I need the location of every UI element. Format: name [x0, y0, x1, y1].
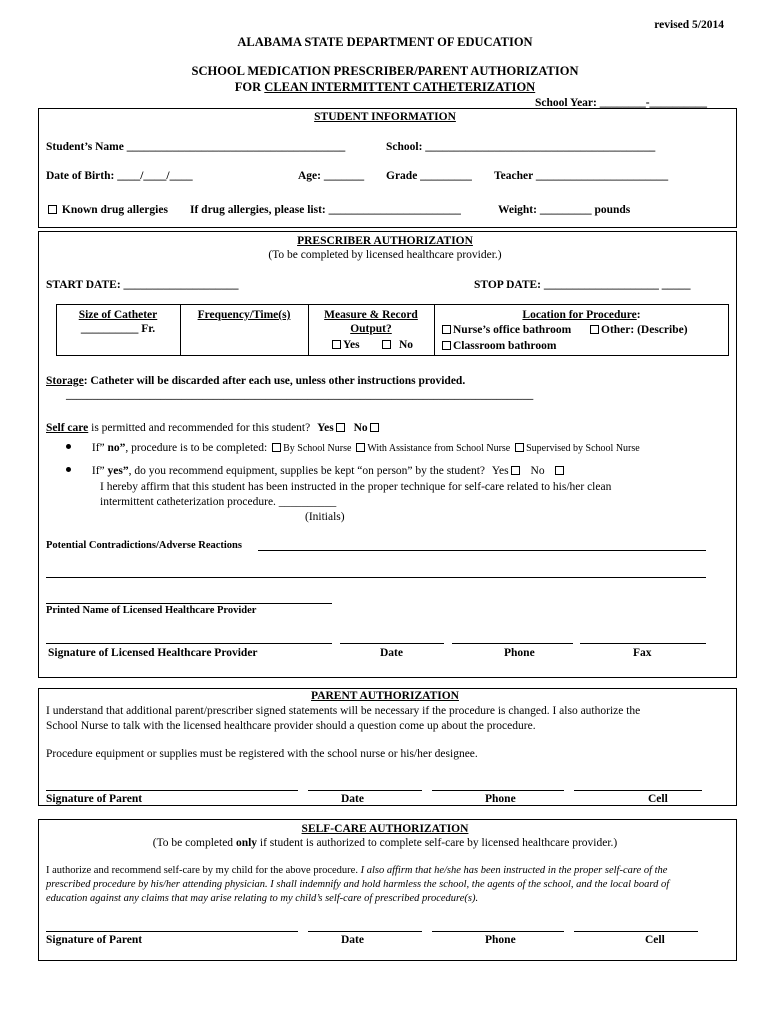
stop-date-field[interactable]: STOP DATE: ____________________ _____ — [474, 279, 691, 291]
supervised-checkbox[interactable] — [515, 443, 524, 452]
provider-date-label: Date — [380, 647, 403, 659]
parent-phone-line[interactable] — [432, 790, 564, 791]
provider-signature-label: Signature of Licensed Healthcare Provider — [48, 647, 258, 659]
allergies-checkbox[interactable] — [48, 205, 57, 214]
form-subtitle: FOR CLEAN INTERMITTENT CATHETERIZATION — [234, 80, 536, 94]
prescriber-subheading: (To be completed by licensed healthcare provider.) — [268, 249, 502, 261]
self-care-phone-label: Phone — [485, 934, 516, 946]
by-nurse-checkbox[interactable] — [272, 443, 281, 452]
provider-fax-line[interactable] — [580, 643, 706, 644]
if-yes-row: If” yes”, do you recommend equipment, supplies be kept “on person” by the student? Yes No — [66, 464, 566, 478]
storage-instructions-line[interactable]: _________________________________________________________________________________________ — [66, 390, 534, 401]
parent-signature-label: Signature of Parent — [46, 793, 143, 805]
contraindications-label: Potential Contradictions/Adverse Reactions — [46, 540, 242, 551]
bullet-icon — [66, 467, 71, 472]
self-care-cell-label: Cell — [645, 934, 665, 946]
parent-date-line[interactable] — [308, 790, 422, 791]
provider-phone-label: Phone — [504, 647, 535, 659]
with-assistance-checkbox[interactable] — [356, 443, 365, 452]
parent-cell-label: Cell — [648, 793, 668, 805]
dob-field[interactable]: Date of Birth: ____/____/____ — [46, 170, 193, 182]
teacher-field[interactable]: Teacher _______________________ — [494, 170, 669, 182]
measure-header-1: Measure & Record — [324, 309, 418, 321]
size-catheter-header: Size of Catheter — [78, 309, 158, 321]
parent-date-label: Date — [341, 793, 364, 805]
self-care-signature-label: Signature of Parent — [46, 934, 143, 946]
affirm-line-2[interactable]: intermittent catheterization procedure. __________ — [100, 496, 337, 508]
printed-name-label: Printed Name of Licensed Healthcare Provider — [46, 605, 257, 616]
if-no-row: If” no”, procedure is to be completed: By School Nurse With Assistance from School Nurse Supervised by School Nurse — [66, 441, 640, 456]
self-care-no-checkbox[interactable] — [370, 423, 379, 432]
parent-text-line-3: Procedure equipment or supplies must be registered with the school nurse or his/her designee. — [46, 748, 478, 760]
allergies-list-field[interactable]: If drug allergies, please list: _______________________ — [190, 204, 461, 216]
provider-fax-label: Fax — [633, 647, 652, 659]
checkbox[interactable] — [442, 341, 451, 350]
parent-phone-label: Phone — [485, 793, 516, 805]
revised-date: revised 5/2014 — [654, 19, 724, 31]
allergies-row: Known drug allergies — [46, 203, 168, 217]
school-year-field[interactable]: School Year: ________-__________ — [535, 97, 708, 109]
student-name-field[interactable]: Student’s Name ______________________________________ — [46, 141, 346, 153]
checkbox[interactable] — [590, 325, 599, 334]
parent-text-line-1: I understand that additional parent/prescriber signed statements will be necessary if the procedure is changed. I also authorize the — [46, 705, 641, 717]
self-care-text-line-1: I authorize and recommend self-care by my child for the above procedure. I also affirm that he/she has been instructed in the proper self-care of the — [46, 865, 668, 876]
checkbox[interactable] — [332, 340, 341, 349]
weight-field[interactable]: Weight: _________ pounds — [498, 204, 631, 216]
on-person-yes-checkbox[interactable] — [511, 466, 520, 475]
storage-statement: Storage: Catheter will be discarded after each use, unless other instructions provided. — [46, 375, 466, 387]
checkbox[interactable] — [382, 340, 391, 349]
provider-date-line[interactable] — [340, 643, 444, 644]
self-care-text-line-3: education against any claims that may arise relating to my child’s self-care of prescribed procedure(s). — [46, 893, 479, 904]
parent-heading: PARENT AUTHORIZATION — [311, 690, 459, 702]
frequency-header: Frequency/Time(s) — [197, 309, 291, 321]
self-care-yes-checkbox[interactable] — [336, 423, 345, 432]
self-care-cell-line[interactable] — [574, 931, 698, 932]
grade-field[interactable]: Grade _________ — [386, 170, 472, 182]
contraindications-line-1[interactable] — [258, 550, 706, 551]
student-info-heading: STUDENT INFORMATION — [314, 111, 456, 123]
size-catheter-field[interactable]: __________ Fr. — [80, 323, 156, 335]
self-care-signature-line[interactable] — [46, 931, 298, 932]
location-nurse-option[interactable]: Nurse’s office bathroom — [440, 323, 571, 337]
location-header: Location for Procedure: — [522, 309, 641, 321]
self-care-phone-line[interactable] — [432, 931, 564, 932]
bullet-icon — [66, 444, 71, 449]
provider-signature-line[interactable] — [46, 643, 332, 644]
age-field[interactable]: Age: _______ — [298, 170, 365, 182]
form-title: SCHOOL MEDICATION PRESCRIBER/PARENT AUTHORIZATION — [191, 64, 579, 78]
self-care-date-label: Date — [341, 934, 364, 946]
contraindications-line-2[interactable] — [46, 577, 706, 578]
department-title: ALABAMA STATE DEPARTMENT OF EDUCATION — [237, 35, 533, 49]
parent-text-line-2: School Nurse to talk with the licensed healthcare provider should a question come up about the procedure. — [46, 720, 536, 732]
location-other-option[interactable]: Other: (Describe) — [588, 323, 688, 337]
initials-label: (Initials) — [305, 511, 345, 523]
parent-signature-line[interactable] — [46, 790, 298, 791]
location-classroom-option[interactable]: Classroom bathroom — [440, 339, 556, 353]
self-care-subheading: (To be completed only if student is authorized to complete self-care by licensed healthcare provider.) — [152, 837, 618, 849]
provider-phone-line[interactable] — [452, 643, 573, 644]
start-date-field[interactable]: START DATE: ____________________ — [46, 279, 239, 291]
parent-cell-line[interactable] — [574, 790, 702, 791]
checkbox[interactable] — [442, 325, 451, 334]
self-care-question: Self care is permitted and recommended for this student? Yes No — [46, 421, 381, 435]
measure-no-option[interactable]: No — [380, 338, 413, 352]
prescriber-heading: PRESCRIBER AUTHORIZATION — [297, 235, 473, 247]
measure-header-2: Output? — [350, 323, 392, 335]
affirm-line-1: I hereby affirm that this student has been instructed in the proper technique for self-care related to his/her clean — [100, 481, 612, 493]
on-person-no-checkbox[interactable] — [555, 466, 564, 475]
measure-yes-option[interactable]: Yes — [330, 338, 360, 352]
self-care-text-line-2: prescribed procedure by his/her attending physician. I shall indemnify and hold harmless the school, the agents of the school, and the local board of — [46, 879, 670, 890]
school-field[interactable]: School: ________________________________________ — [386, 141, 656, 153]
self-care-heading: SELF-CARE AUTHORIZATION — [301, 823, 469, 835]
self-care-date-line[interactable] — [308, 931, 422, 932]
